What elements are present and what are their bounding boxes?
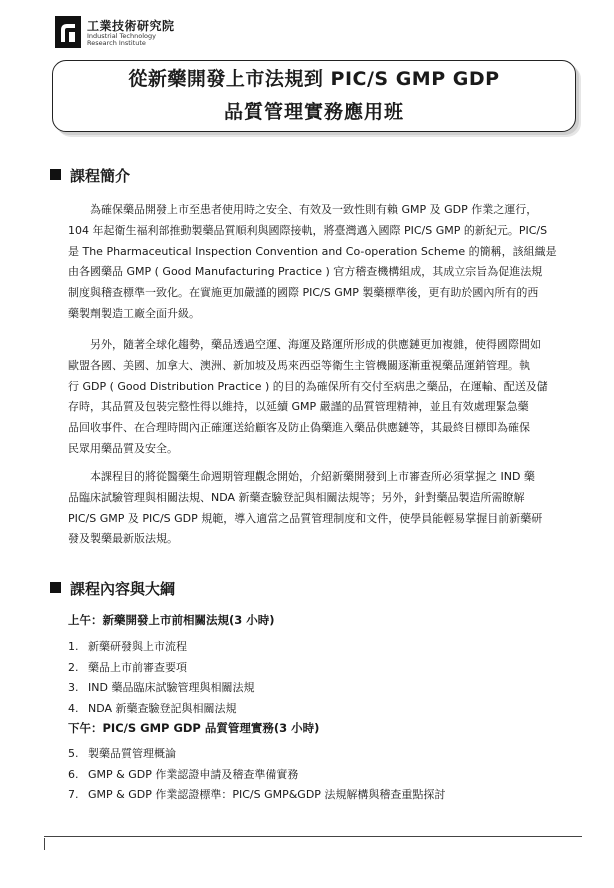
paragraph-line: 品回收事件、在合理時間內正確運送給顧客及防止偽藥進入藥品供應鏈等，其最終目標即為確保 — [68, 421, 530, 435]
title-banner — [52, 60, 576, 132]
morning-topic-list — [68, 637, 254, 719]
list-item: 3. IND 藥品臨床試驗管理與相關法規 — [68, 681, 255, 694]
logo-name-en-line1: Industrial Technology — [87, 32, 156, 40]
square-bullet-icon — [50, 582, 61, 593]
list-item: 7. GMP & GDP 作業認證標準：PIC/S GMP&GDP 法規解構與稽查重點探討 — [68, 788, 446, 801]
afternoon-topic-list — [68, 744, 445, 806]
paragraph-line: 發及製藥最新版法規。 — [68, 532, 178, 546]
paragraph-line: 存時，其品質及包裝完整性得以維持，以延續 GMP 嚴謹的品質管理精神，並且有效處理緊急藥 — [68, 400, 529, 414]
paragraph-line: PIC/S GMP 及 PIC/S GDP 規範，導入適當之品質管理制度和文件，使學員能輕易掌握目前新藥研 — [68, 511, 543, 525]
paragraph-line: 民眾用藥品質及安全。 — [68, 441, 178, 455]
list-item: 4. NDA 新藥查驗登記與相關法規 — [68, 701, 237, 715]
square-bullet-icon — [50, 169, 61, 180]
intro-paragraph-3 — [68, 467, 580, 550]
paragraph-line: 制度與稽查標準一致化。在實施更加嚴謹的國際 PIC/S GMP 製藥標準後，更有助於國內所有的西 — [68, 286, 539, 300]
course-title-line1: 從新藥開發上市法規到 PIC/S GMP GDP — [128, 68, 500, 90]
list-item: 2. 藥品上市前審查要項 — [68, 660, 187, 674]
list-item: 5. 製藥品質管理概論 — [68, 747, 176, 760]
list-item: 6. GMP & GDP 作業認證申請及稽查準備實務 — [68, 767, 299, 781]
footer-divider — [44, 836, 582, 837]
paragraph-line: 本課程目的將從醫藥生命週期管理觀念開始，介紹新藥開發到上市審查所必須掌握之 IND 藥 — [90, 470, 535, 483]
paragraph-line: 為確保藥品開發上市至患者使用時之安全、有效及一致性則有賴 GMP 及 GDP 作業之運行， — [90, 203, 538, 216]
section-heading-outline-text: 課程內容與大綱 — [70, 580, 176, 598]
paragraph-line: 歐盟各國、美國、加拿大、澳洲、新加坡及馬來西亞等衛生主管機關逐漸重視藥品運銷管理。執 — [68, 358, 530, 372]
footer-edge-mark — [44, 838, 45, 850]
course-title-line2: 品質管理實務應用班 — [223, 101, 404, 123]
section-heading-intro-text: 課程簡介 — [70, 167, 131, 185]
section-heading-intro — [50, 165, 130, 186]
morning-session-title: 上午：新藥開發上市前相關法規(3 小時) — [68, 613, 275, 627]
afternoon-session-title: 下午：PIC/S GMP GDP 品質管理實務(3 小時) — [68, 721, 320, 735]
paragraph-line: 是 The Pharmaceutical Inspection Convention and Co-operation Scheme 的簡稱，該組織是 — [68, 244, 557, 258]
list-item: 1. 新藥研發與上市流程 — [68, 640, 187, 653]
itri-logo — [55, 16, 225, 56]
intro-paragraph-2 — [68, 335, 580, 460]
intro-paragraph-1 — [68, 200, 580, 325]
paragraph-line: 另外，隨著全球化趨勢，藥品透過空運、海運及路運所形成的供應鏈更加複雜，使得國際間如 — [90, 338, 541, 351]
paragraph-line: 品臨床試驗管理與相關法規、NDA 新藥查驗登記與相關法規等；另外，針對藥品製造所需瞭解 — [68, 490, 525, 504]
paragraph-line: 由各國藥品 GMP ( Good Manufacturing Practice ) 官方稽查機構組成，其成立宗旨為促進法規 — [68, 265, 543, 279]
logo-name-zh: 工業技術研究院 — [87, 19, 175, 33]
logo-name-en-line2: Research Institute — [87, 39, 146, 47]
paragraph-line: 104 年起衛生福利部推動製藥品質順利與國際接軌，將臺灣邁入國際 PIC/S GMP 的新紀元。PIC/S — [68, 223, 548, 237]
paragraph-line: 藥製劑製造工廠全面升級。 — [68, 306, 200, 320]
itri-logo-mark-icon — [55, 16, 81, 48]
section-heading-outline — [50, 578, 175, 599]
paragraph-line: 行 GDP ( Good Distribution Practice ) 的目的為確保所有交付至病患之藥品，在運輸、配送及儲 — [68, 379, 548, 393]
